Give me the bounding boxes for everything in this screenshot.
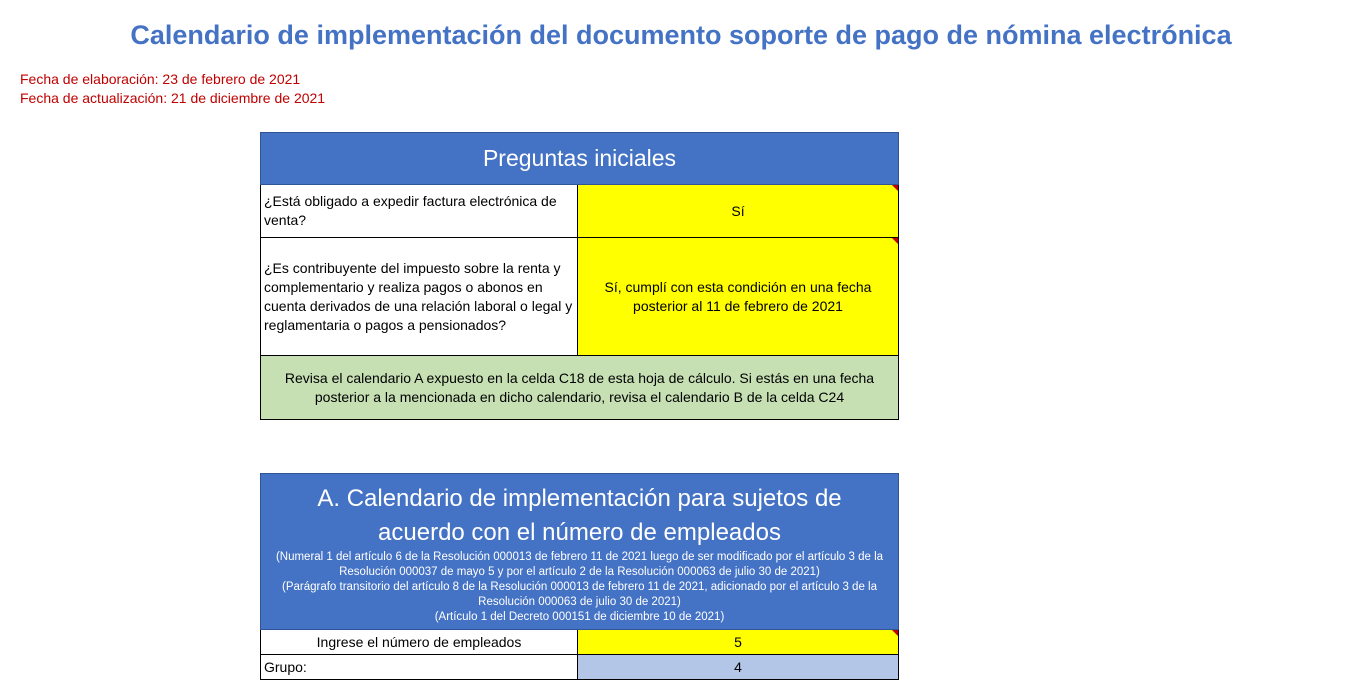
question-row-2 — [260, 238, 899, 356]
answer-1-value: Sí — [731, 202, 745, 219]
empleados-label: Ingrese el número de empleados — [261, 630, 578, 654]
comment-indicator-icon[interactable] — [892, 630, 898, 636]
calendario-a-reference-2: (Parágrafo transitorio del artículo 8 de la Resolución 000013 de febrero 11 de 2021, adicionado por el artículo 3 de la Resolución 000063 de julio 30 de 2021) — [282, 581, 877, 608]
comment-indicator-icon[interactable] — [892, 238, 898, 244]
page-title: Calendario de implementación del documento soporte de pago de nómina electrónica — [130, 20, 1232, 50]
grupo-label: Grupo: — [261, 655, 578, 679]
fecha-elaboracion: Fecha de elaboración: 23 de febrero de 2021 — [20, 71, 301, 87]
calendario-a-title-line2: acuerdo con el número de empleados — [378, 519, 781, 546]
answer-2-value: Sí, cumplí con esta condición en una fecha posterior al 11 de febrero de 2021 — [604, 278, 872, 314]
empleados-row — [260, 630, 899, 655]
question-1-cell[interactable]: ¿Está obligado a expedir factura electrónica de venta? — [261, 185, 578, 237]
grupo-value: 4 — [734, 658, 742, 675]
question-2-cell[interactable]: ¿Es contribuyente del impuesto sobre la renta y complementario y realiza pagos o abonos en cuenta derivados de una relación laboral o legal y reglamentaria o pagos a pensionados? — [261, 238, 578, 355]
question-row-1 — [260, 185, 899, 238]
preguntas-iniciales-table — [260, 132, 899, 420]
calendario-a-reference-1: (Numeral 1 del artículo 6 de la Resolución 000013 de febrero 11 de 2021 luego de ser modificado por el artículo 3 de la Resolución 000037 de mayo 5 y por el artículo 2 de la Resolución 000063 de julio 30 de 2021) — [275, 551, 884, 578]
calendario-a-header — [260, 473, 899, 630]
guidance-note-cell[interactable]: Revisa el calendario A expuesto en la celda C18 de esta hoja de cálculo. Si estás en una fecha posterior a la mencionada en dicho calendario, revisa el calendario B de la celda C24 — [260, 356, 899, 420]
calendario-a-table — [260, 473, 899, 680]
grupo-value-cell[interactable] — [578, 655, 898, 679]
calendario-a-reference-3: (Artículo 1 del Decreto 000151 de diciembre 10 de 2021) — [434, 611, 725, 623]
answer-2-dropdown[interactable] — [578, 238, 898, 355]
fecha-actualizacion: Fecha de actualización: 21 de diciembre de 2021 — [20, 90, 326, 106]
empleados-input[interactable] — [578, 630, 898, 654]
preguntas-header: Preguntas iniciales — [260, 132, 899, 185]
answer-1-dropdown[interactable] — [578, 185, 898, 237]
empleados-value: 5 — [734, 633, 742, 650]
grupo-row — [260, 655, 899, 680]
comment-indicator-icon[interactable] — [892, 185, 898, 191]
calendario-a-title-line1: A. Calendario de implementación para sujetos de — [317, 485, 842, 512]
